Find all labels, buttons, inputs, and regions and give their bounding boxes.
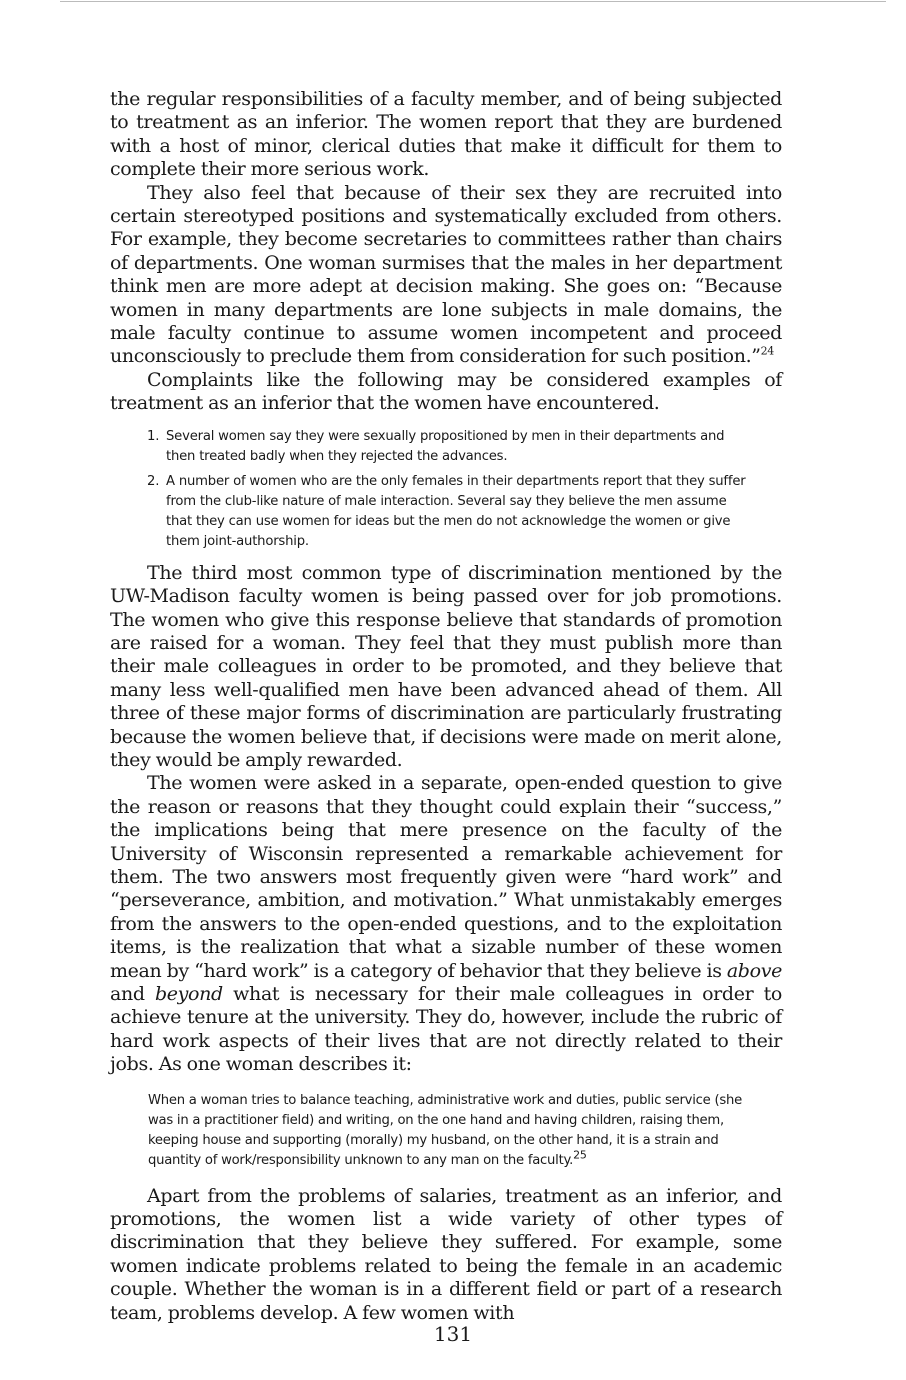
paragraph-hard-work xyxy=(110,772,782,1076)
page-body xyxy=(110,88,782,1325)
paragraph-text: They also feel that because of their sex they are recruited into certain stereotyped positions and systematically excluded from others. For example, they become secretaries to committees rather than chairs of departments. One woman surmises that the males in her department think men are more adept at decision making. She goes on: “Because women in many departments are lone subjects in male domains, the male faculty continue to assume women incompetent and proceed unconsciously to preclude them from consideration for such position.” xyxy=(110,181,782,368)
list-item-number: 1. xyxy=(147,428,160,444)
paragraph-text: The women were asked in a separate, open-ended question to give the reason or reasons that they thought could explain their “success,” the implications being that mere presence on the faculty of the University of Wisconsin represented a remarkable achievement for them. The two answers most frequently given were “hard work” and “perseverance, ambition, and motivation.” What unmistakably emerges from the answers to the open-ended questions, and to the exploitation items, is the realization that what a sizable number of these women mean by “hard work” is a category of behavior that they believe is xyxy=(110,772,782,982)
paragraph-other-discrimination: Apart from the problems of salaries, treatment as an inferior, and promotions, the women list a wide variety of other types of discrimination that they believe they suffered. For example, some women indicate problems related to being the female in an academic couple. Whether the woman is in a different field or part of a research team, problems develop. A few women with xyxy=(110,1184,782,1324)
emphasis-beyond: beyond xyxy=(154,983,223,1005)
quote-text: When a woman tries to balance teaching, administrative work and duties, public service (she was in a practitioner field) and writing, on the one hand and having children, raising them, keeping house and supporting (morally) my husband, on the other hand, it is a strain and quantity of work/responsibility unknown to any man on the faculty. xyxy=(148,1092,742,1168)
list-item xyxy=(147,427,747,467)
paragraph-promotions: The third most common type of discrimination mentioned by the UW-Madison faculty women is being passed over for job promotions. The women who give this response believe that standards of promotion are raised for a woman. They feel that they must publish more than their male colleagues in order to be promoted, and they believe that many less well-qualified men have been advanced ahead of them. All three of these major forms of discrimination are particularly frustrating because the women believe that, if decisions were made on merit alone, they would be amply rewarded. xyxy=(110,561,782,771)
complaints-list xyxy=(110,427,747,552)
footnote-ref-25: 25 xyxy=(573,1148,587,1162)
paragraph-text: and xyxy=(110,983,155,1005)
paragraph-continued: the regular responsibilities of a faculty member, and of being subjected to treatment as an inferior. The women report that they are burdened with a host of minor, clerical duties that make it difficult for them to complete their more serious work. xyxy=(110,88,782,181)
top-rule xyxy=(60,1,886,2)
list-item-text: Several women say they were sexually propositioned by men in their departments and then treated badly when they rejected the advances. xyxy=(166,428,725,464)
list-item xyxy=(147,472,747,552)
list-item-text: A number of women who are the only females in their departments report that they suffer from the club-like nature of male interaction. Several say they believe the men assume that they can use women for ideas but the men do not acknowledge the women or give them joint-authorship. xyxy=(166,473,746,549)
page-number: 131 xyxy=(433,1322,473,1346)
footnote-ref-24: 24 xyxy=(760,345,774,359)
paragraph-complaints: Complaints like the following may be considered examples of treatment as an inferior that the women have encountered. xyxy=(110,368,782,415)
list-item-number: 2. xyxy=(147,473,160,489)
paragraph-stereotyped-positions xyxy=(110,182,782,369)
paragraph-text: what is necessary for their male colleagues in order to achieve tenure at the university. They do, however, include the rubric of hard work aspects of their lives that are not directly related to their jobs. As one woman describes it: xyxy=(110,983,782,1076)
emphasis-above: above xyxy=(726,959,782,982)
block-quote xyxy=(148,1091,748,1171)
